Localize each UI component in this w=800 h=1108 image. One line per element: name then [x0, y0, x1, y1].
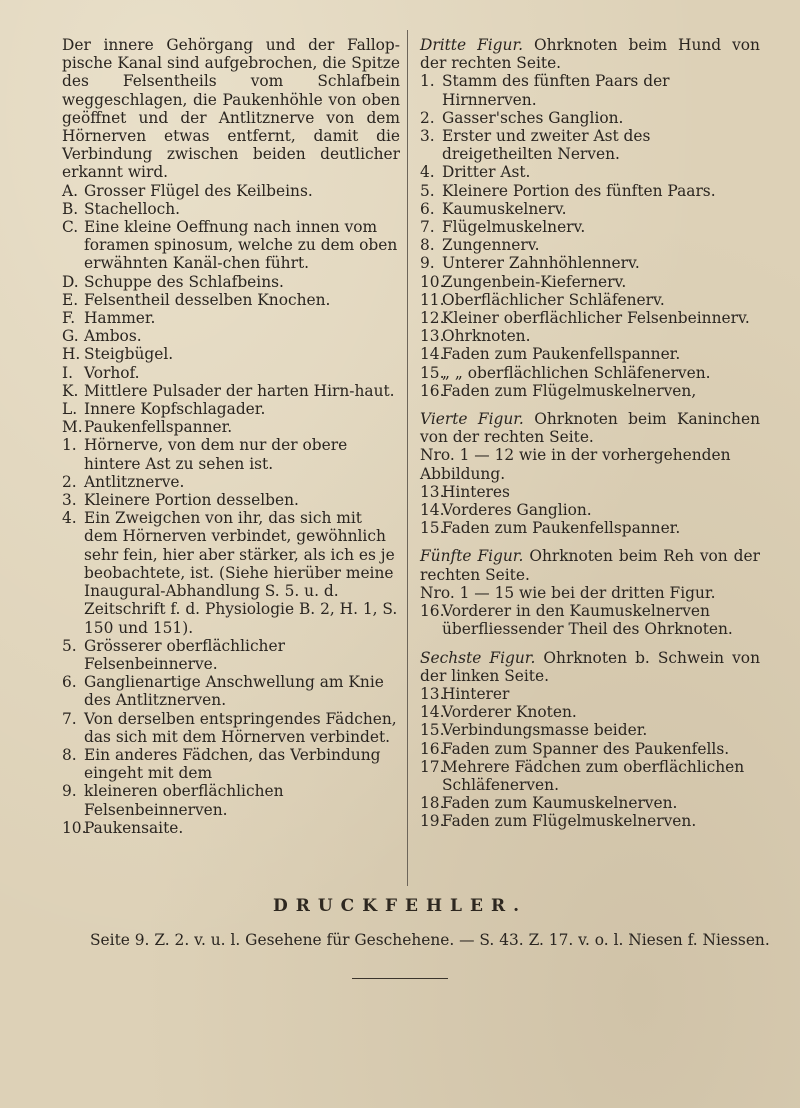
item-number: 16.: [420, 739, 445, 758]
item-text: Kleinere Portion des fünften Paars.: [442, 181, 716, 200]
fig4-legend: [420, 483, 760, 538]
end-rule: [352, 978, 448, 979]
item-number: 16.: [420, 381, 445, 400]
item-number: 15.: [420, 519, 445, 538]
fig3-item: [420, 309, 760, 327]
letter-item: [62, 418, 400, 436]
item-number: 6.: [420, 199, 435, 218]
item-text: Ein Zweigchen von ihr, das sich mit dem Hörnerven verbindet, gewöhnlich sehr fein, hier aber stärker, als ich es je beobachtete, ist. (Siehe hierüber meine Inaugural-Abhandlung S. 5. u. d. Zeitschrift f. d. Physiologie B. 2, H. 1, S. 150 und 151).: [84, 509, 398, 637]
item-text: Steigbügel.: [84, 345, 174, 364]
letter-item: [62, 364, 400, 382]
fig5-title: Fünfte Figur.: [420, 547, 524, 566]
item-number: B.: [62, 199, 79, 218]
item-number: C.: [62, 218, 79, 237]
fig3-item: [420, 382, 760, 400]
fig3-item: [420, 254, 760, 272]
item-text: Ein anderes Fädchen, das Verbindung eingeht mit dem: [84, 745, 381, 783]
column-divider: [407, 30, 408, 886]
item-text: Innere Kopfschlagader.: [84, 400, 266, 419]
fig6-item: [420, 740, 760, 758]
item-text: Mittlere Pulsader der harten Hirn-haut.: [84, 381, 395, 400]
item-text: Unterer Zahnhöhlennerv.: [442, 254, 640, 273]
item-number: 9.: [420, 254, 435, 273]
fig6-heading: [420, 649, 760, 685]
item-text: Kaumuskelnerv.: [442, 199, 567, 218]
item-text: Antlitznerve.: [84, 472, 185, 491]
item-text: Faden zum Flügelmuskelnerven.: [442, 812, 697, 831]
fig5-desc: Ohrknoten beim Reh von der rechten Seite.: [420, 547, 760, 584]
item-text: Paukensaite.: [84, 818, 184, 837]
fig6-legend: [420, 685, 760, 831]
item-number: H.: [62, 345, 81, 364]
fig6-item: [420, 685, 760, 703]
fig3-item: [420, 327, 760, 345]
item-number: 19.: [420, 812, 445, 831]
item-text: Faden zum Paukenfellspanner.: [442, 345, 681, 364]
number-item: [62, 710, 400, 746]
letter-item: [62, 345, 400, 363]
letter-item: [62, 382, 400, 400]
item-text: Faden zum Paukenfellspanner.: [442, 519, 681, 538]
errata-title: DRUCKFEHLER.: [272, 896, 528, 916]
item-text: Vorderer Knoten.: [442, 703, 577, 722]
item-number: 3.: [420, 127, 435, 146]
number-item: [62, 673, 400, 709]
item-text: Paukenfellspanner.: [84, 418, 233, 437]
fig6-item: [420, 758, 760, 794]
item-number: D.: [62, 272, 79, 291]
item-number: 4.: [62, 509, 77, 528]
letter-legend: [62, 182, 400, 437]
item-text: Grösserer oberflächlicher Felsenbeinnerve.: [84, 636, 285, 673]
fig3-legend: [420, 72, 760, 400]
fig3-item: [420, 236, 760, 254]
item-number: 4.: [420, 163, 435, 182]
letter-item: [62, 273, 400, 291]
fig6-item: [420, 812, 760, 830]
item-text: Ohrknoten.: [442, 327, 531, 346]
number-item: [62, 491, 400, 509]
fig3-item: [420, 127, 760, 163]
number-item: [62, 637, 400, 673]
item-number: 2.: [62, 472, 77, 491]
letter-item: [62, 291, 400, 309]
item-text: Stamm des fünften Paars der Hirnnerven.: [442, 72, 670, 109]
fig5-item: [420, 602, 760, 638]
item-text: Grosser Flügel des Keilbeins.: [84, 181, 313, 200]
fig6-desc: Ohrknoten b. Schwein von der linken Seite.: [420, 648, 760, 685]
item-number: F.: [62, 309, 76, 328]
item-text: Eine kleine Oeffnung nach innen vom foramen spinosum, welche zu dem oben erwähnten Kanäl-chen führt.: [84, 218, 398, 273]
item-text: Erster und zweiter Ast des dreigetheilten Nerven.: [442, 127, 651, 164]
item-number: 16.: [420, 602, 445, 621]
item-number: 13.: [420, 327, 445, 346]
item-text: Kleiner oberflächlicher Felsenbeinnerv.: [442, 309, 750, 328]
fig3-item: [420, 109, 760, 127]
fig6-title: Sechste Figur.: [420, 648, 536, 667]
item-text: Ganglienartige Anschwellung am Knie des Antlitznerven.: [84, 673, 384, 710]
item-number: G.: [62, 327, 79, 346]
item-text: Schuppe des Schlafbeins.: [84, 272, 284, 291]
letter-item: [62, 309, 400, 327]
fig4-item: [420, 483, 760, 501]
item-text: Von derselben entspringendes Fädchen, das sich mit dem Hörnerven verbindet.: [84, 709, 397, 746]
fig4-item: [420, 501, 760, 519]
fig3-item: [420, 291, 760, 309]
item-number: 1.: [62, 436, 77, 455]
letter-item: [62, 327, 400, 345]
number-item: [62, 509, 400, 636]
fig4-desc: Ohrknoten beim Kaninchen von der rechten Seite.: [420, 410, 760, 447]
item-text: Faden zum Spanner des Paukenfells.: [442, 739, 730, 758]
item-text: Vorhof.: [84, 363, 140, 382]
fig3-item: [420, 72, 760, 108]
item-text: Dritter Ast.: [442, 163, 531, 182]
item-number: 18.: [420, 794, 445, 813]
item-text: Gasser'sches Ganglion.: [442, 108, 624, 127]
number-item: [62, 436, 400, 472]
intro-paragraph: Der innere Gehörgang und der Fallop-pische Kanal sind aufgebrochen, die Spitze des Felsentheils vom Schlafbein weggeschlagen, die Paukenhöhle von oben geöffnet und der Antlitznerve von dem Hörnerven etwas entfernt, damit die Verbindung zwischen beiden deutlicher erkannt wird.: [62, 36, 400, 182]
item-text: Mehrere Fädchen zum oberflächlichen Schläfenerven.: [442, 757, 745, 794]
left-column: [62, 36, 400, 837]
fig5-note: Nro. 1 — 15 wie bei der dritten Figur.: [420, 583, 716, 602]
item-number: K.: [62, 381, 79, 400]
item-number: A.: [62, 181, 79, 200]
item-text: Flügelmuskelnerv.: [442, 218, 586, 237]
item-number: L.: [62, 400, 78, 419]
item-number: 15.: [420, 721, 445, 740]
fig4-note: Nro. 1 — 12 wie in der vorhergehenden Abbildung.: [420, 446, 731, 483]
number-item: [62, 819, 400, 837]
fig3-item: [420, 218, 760, 236]
number-item: [62, 746, 400, 782]
item-text: Hinteres: [442, 482, 510, 501]
item-number: 14.: [420, 345, 445, 364]
fig3-item: [420, 163, 760, 181]
fig6-item: [420, 721, 760, 739]
item-text: Vorderer in den Kaumuskelnerven überfliessender Theil des Ohrknoten.: [442, 602, 733, 639]
fig3-item: [420, 345, 760, 363]
item-text: Faden zum Flügelmuskelnerven,: [442, 381, 697, 400]
fig4-heading: [420, 410, 760, 446]
letter-item: [62, 218, 400, 273]
fig3-item: [420, 182, 760, 200]
letter-item: [62, 400, 400, 418]
item-number: 17.: [420, 757, 445, 776]
letter-item: [62, 182, 400, 200]
item-number: 11.: [420, 290, 445, 309]
fig5-legend: [420, 602, 760, 638]
item-number: 8.: [62, 745, 77, 764]
number-item: [62, 473, 400, 491]
fig4-title: Vierte Figur.: [420, 410, 524, 429]
item-number: E.: [62, 290, 79, 309]
fig3-desc: Ohrknoten beim Hund von der rechten Seite.: [420, 36, 760, 73]
number-legend: [62, 436, 400, 836]
item-number: 15.: [420, 363, 445, 382]
item-text: „ „ oberflächlichen Schläfenerven.: [442, 363, 711, 382]
fig4-item: [420, 519, 760, 537]
fig3-item: [420, 273, 760, 291]
item-number: 12.: [420, 309, 445, 328]
item-number: 14.: [420, 501, 445, 520]
letter-item: [62, 200, 400, 218]
right-column: [420, 36, 760, 831]
fig6-item: [420, 794, 760, 812]
item-number: 6.: [62, 673, 77, 692]
item-number: 7.: [62, 709, 77, 728]
item-number: 5.: [62, 636, 77, 655]
item-text: Hinterer: [442, 684, 510, 703]
fig6-item: [420, 703, 760, 721]
fig5-heading: [420, 547, 760, 583]
item-number: 9.: [62, 782, 77, 801]
number-item: [62, 782, 400, 818]
item-number: 10.: [62, 818, 87, 837]
item-text: kleineren oberflächlichen Felsenbeinnerven.: [84, 782, 284, 819]
item-text: Vorderes Ganglion.: [442, 501, 592, 520]
item-text: Ambos.: [84, 327, 142, 346]
item-number: 13.: [420, 482, 445, 501]
item-text: Verbindungsmasse beider.: [442, 721, 648, 740]
item-number: 2.: [420, 108, 435, 127]
item-number: M.: [62, 418, 83, 437]
item-text: Zungennerv.: [442, 236, 540, 255]
fig3-item: [420, 364, 760, 382]
item-text: Kleinere Portion desselben.: [84, 491, 299, 510]
item-text: Felsentheil desselben Knochen.: [84, 290, 331, 309]
item-number: 5.: [420, 181, 435, 200]
item-text: Zungenbein-Kiefernerv.: [442, 272, 627, 291]
item-text: Stachelloch.: [84, 199, 181, 218]
item-number: 14.: [420, 703, 445, 722]
fig3-item: [420, 200, 760, 218]
item-text: Faden zum Kaumuskelnerven.: [442, 794, 678, 813]
item-number: 13.: [420, 684, 445, 703]
item-text: Hörnerve, von dem nur der obere hintere Ast zu sehen ist.: [84, 436, 348, 473]
item-number: 3.: [62, 491, 77, 510]
fig3-heading: [420, 36, 760, 72]
item-number: 7.: [420, 218, 435, 237]
item-number: I.: [62, 363, 73, 382]
item-text: Oberflächlicher Schläfenerv.: [442, 290, 665, 309]
errata-text: Seite 9. Z. 2. v. u. l. Gesehene für Geschehene. — S. 43. Z. 17. v. o. l. Niesen f. Niessen.: [90, 931, 770, 949]
item-number: 1.: [420, 72, 435, 91]
item-number: 10.: [420, 272, 445, 291]
item-text: Hammer.: [84, 309, 156, 328]
item-number: 8.: [420, 236, 435, 255]
fig3-title: Dritte Figur.: [420, 36, 523, 54]
